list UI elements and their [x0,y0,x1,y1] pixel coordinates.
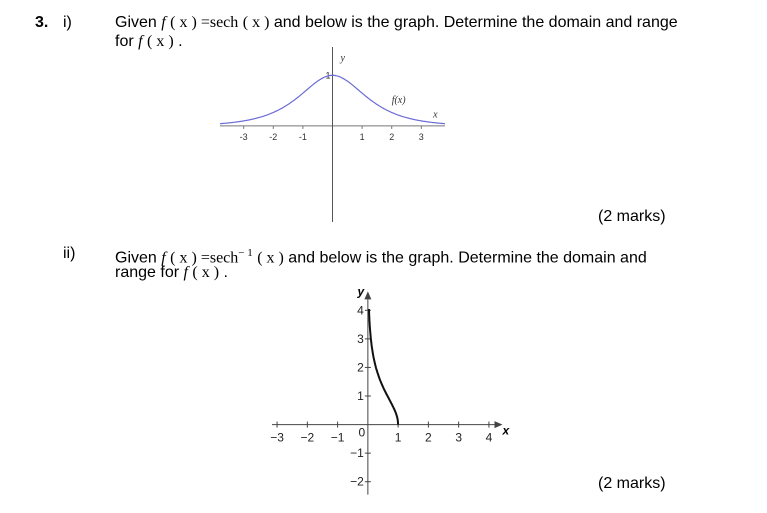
part-i-line2-arg: ( x ) [147,33,174,50]
arcsech-x-tick-label: 3 [455,430,463,445]
arcsech-graph [268,284,510,496]
part-i-line2-func: f [138,33,143,50]
arcsech-y-tick-label: 4 [357,303,364,318]
arcsech-y-axis-label: y [357,284,365,299]
part-i-text-line2 [115,32,183,51]
part-ii-text-after: and below is the graph. Determine the domain and [283,249,647,267]
part-i-text-after: and below is the graph. Determine the domain and range [269,14,678,31]
part-i-equals: = [196,14,210,31]
sech-y-axis-label: y [340,53,345,64]
part-ii-equals: = [196,249,210,267]
part-ii-label: ii) [63,245,76,262]
part-ii-func-right-arg: ( x ) [257,249,284,267]
part-ii-line2-arg: ( x ) [192,264,220,281]
arcsech-curve [369,309,398,425]
question-number: 3. [35,14,49,31]
arcsech-x-tick-label: 4 [485,430,493,445]
arcsech-x-tick-label: −1 [330,430,345,445]
sech-graph [220,45,445,222]
arcsech-x-tick-label: 0 [358,425,366,440]
part-i-line2-before: for [115,33,139,50]
part-ii-func-left: f [161,249,166,267]
part-ii-line2-func: f [183,264,188,281]
arcsech-y-tick-label: 1 [357,389,364,403]
part-ii-marks: (2 marks) [598,475,666,492]
part-i-func-right: sech [209,14,239,31]
part-i-func-left: f [161,14,166,31]
part-i-marks: (2 marks) [598,208,666,225]
sech-x-tick-label: -2 [269,131,278,142]
arcsech-x-tick-label: −3 [270,430,284,445]
sech-x-tick-label: -3 [239,131,248,142]
sech-curve-label: f(x) [391,95,406,107]
part-i-func-right-arg: ( x ) [242,14,270,31]
arcsech-x-tick-label: 1 [394,430,402,445]
part-i-label: i) [63,14,72,31]
part-ii-line2-before: range for [115,264,184,281]
part-i-line2-end: . [173,33,183,50]
arcsech-y-tick-label: −1 [350,446,364,461]
arcsech-x-tick-label: −2 [300,430,315,445]
part-ii-func-sup: − 1 [238,247,253,259]
sech-y-tick-label: 1 [325,70,331,81]
sech-x-tick-label: -1 [298,131,307,142]
arcsech-x-axis-label: x [502,423,510,438]
arcsech-x-tick-label: 2 [425,430,432,445]
arcsech-y-tick-label: 3 [357,331,364,346]
sech-x-tick-label: 1 [359,131,365,142]
arcsech-x-axis-arrow [494,421,502,428]
part-ii-func-right: sech [209,249,239,267]
sech-x-tick-label: 2 [389,131,395,142]
part-ii-func-arg: ( x ) [170,249,197,267]
part-i-text-before: Given [115,14,162,31]
arcsech-y-axis-arrow [364,291,371,299]
sech-x-axis-label: x [433,109,438,121]
arcsech-y-tick-label: 2 [357,360,364,375]
part-ii-line2-end: . [219,264,228,281]
arcsech-y-tick-label: −2 [350,474,364,489]
part-i-func-arg: ( x ) [170,14,197,31]
part-i-text-line1 [115,13,678,32]
part-ii-text-line2 [115,263,228,282]
part-ii-text-before: Given [115,249,162,267]
sech-x-tick-label: 3 [418,131,424,142]
